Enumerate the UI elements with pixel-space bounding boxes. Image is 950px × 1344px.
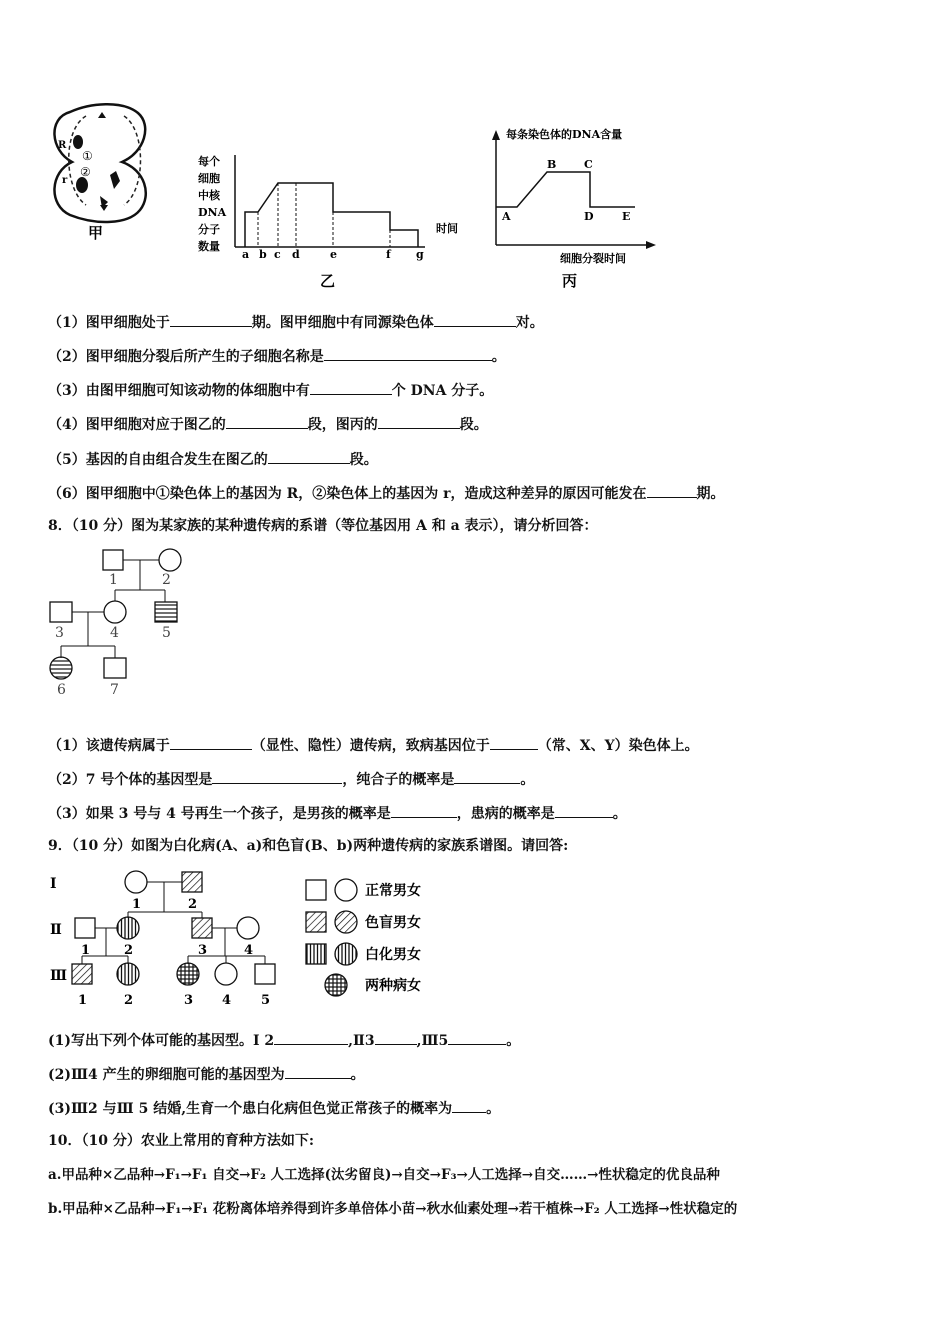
bing-point-B: B bbox=[547, 158, 557, 171]
bing-point-E: E bbox=[622, 210, 631, 223]
q9-sub2-blank1[interactable] bbox=[285, 1064, 351, 1079]
q9-header: 9．（10 分）如图为白化病(A、a)和色盲(B、b)两种遗传病的家族系谱图。请回答: bbox=[48, 838, 569, 854]
ped-num-2: 2 bbox=[162, 572, 171, 588]
q7-sub5: （5）基因的自由组合发生在图乙的 段。 bbox=[48, 449, 378, 469]
figure-bing bbox=[492, 127, 656, 290]
label-one: ① bbox=[82, 149, 93, 163]
q10-method-b: b.甲品种×乙品种→F₁→F₁ 花粉离体培养得到许多单倍体小苗→秋水仙素处理→若干植株→F₂ 人工选择→性状稳定的 bbox=[48, 1201, 738, 1217]
q9-num-I2: 2 bbox=[188, 897, 198, 912]
q9-num-III4: 4 bbox=[222, 993, 232, 1008]
q9-pedigree bbox=[40, 862, 500, 1012]
q9-num-III5: 5 bbox=[261, 993, 271, 1008]
label-R: R bbox=[58, 140, 67, 151]
label-r: r bbox=[62, 175, 68, 186]
q9-num-II2: 2 bbox=[124, 943, 134, 958]
ped-5-affected-male bbox=[155, 602, 177, 622]
yi-tick-a: a bbox=[242, 248, 250, 261]
yi-ylabel-3: 中核 bbox=[198, 189, 220, 202]
q8-sub1: （1）该遗传病属于 （显性、隐性）遗传病，致病基因位于 （常、X、Y）染色体上。 bbox=[48, 735, 699, 755]
caption-bing: 丙 bbox=[562, 272, 578, 290]
q8-sub1-blank1[interactable] bbox=[170, 735, 252, 750]
q9-sub3: (3)Ⅲ2 与Ⅲ 5 结婚,生育一个患白化病但色觉正常孩子的概率为 。 bbox=[48, 1098, 500, 1118]
ped-num-6: 6 bbox=[57, 682, 66, 698]
yi-ylabel-4: DNA bbox=[198, 206, 227, 219]
q9-sub1: (1)写出下列个体可能的基因型。Ⅰ 2 ,Ⅱ3 ,Ⅲ5 。 bbox=[48, 1030, 520, 1050]
legend-colorblind: 色盲男女 bbox=[365, 915, 421, 931]
q9-II2-albino-female bbox=[117, 917, 139, 939]
ped-3-male bbox=[50, 602, 72, 622]
gen-II: Ⅱ bbox=[50, 922, 62, 938]
q9-I2-colorblind-male bbox=[182, 872, 202, 892]
q7-sub4-blank2[interactable] bbox=[378, 414, 460, 429]
bing-point-D: D bbox=[584, 210, 594, 223]
q7-sub1-blank2[interactable] bbox=[434, 312, 516, 327]
q10-header: 10．（10 分）农业上常用的育种方法如下: bbox=[48, 1133, 315, 1149]
bing-point-A: A bbox=[502, 210, 511, 223]
yi-tick-f: f bbox=[386, 248, 391, 261]
q7-sub4-blank1[interactable] bbox=[226, 414, 308, 429]
q7-sub2: （2）图甲细胞分裂后所产生的子细胞名称是 。 bbox=[48, 346, 506, 366]
q7-sub2-blank1[interactable] bbox=[324, 346, 492, 361]
q9-III1-colorblind-male bbox=[72, 964, 92, 984]
bing-xlabel: 细胞分裂时间 bbox=[560, 252, 626, 265]
q10-method-a: a.甲品种×乙品种→F₁→F₁ 自交→F₂ 人工选择(汰劣留良)→自交→F₃→人工选择→自交……→性状稳定的优良品种 bbox=[48, 1167, 720, 1183]
legend-both: 两种病女 bbox=[365, 978, 421, 994]
bing-curve bbox=[496, 172, 635, 207]
yi-tick-g: g bbox=[416, 248, 424, 261]
yi-tick-d: d bbox=[292, 248, 300, 261]
yi-tick-b: b bbox=[259, 248, 267, 261]
q7-sub6-blank1[interactable] bbox=[647, 483, 697, 498]
ped-num-1: 1 bbox=[109, 572, 118, 588]
q7-sub3-blank1[interactable] bbox=[310, 380, 392, 395]
q8-header: 8．（10 分）图为某家族的某种遗传病的系谱（等位基因用 A 和 a 表示），请分析回答： bbox=[48, 518, 598, 534]
q9-num-II3: 3 bbox=[198, 943, 208, 958]
q9-III5-male bbox=[255, 964, 275, 984]
q9-I1-female bbox=[125, 871, 147, 893]
legend-normal: 正常男女 bbox=[365, 883, 421, 899]
q9-sub1-blank3[interactable] bbox=[448, 1030, 506, 1045]
q9-III3-both-female bbox=[177, 963, 199, 985]
ped-2-female bbox=[159, 549, 181, 571]
yi-ylabel-2: 细胞 bbox=[198, 172, 220, 185]
gen-I: Ⅰ bbox=[50, 876, 57, 892]
yi-xlabel: 时间 bbox=[436, 222, 458, 235]
q7-sub1-blank1[interactable] bbox=[170, 312, 252, 327]
ped-6-affected-female bbox=[50, 657, 72, 679]
caption-jia: 甲 bbox=[88, 224, 104, 242]
yi-ylabel-5: 分子 bbox=[198, 223, 220, 236]
q8-sub3: （3）如果 3 号与 4 号再生一个孩子，是男孩的概率是 ，患病的概率是 。 bbox=[48, 803, 627, 823]
q9-num-I1: 1 bbox=[132, 897, 142, 912]
q8-sub3-blank1[interactable] bbox=[391, 803, 457, 818]
bing-point-C: C bbox=[584, 158, 593, 171]
q9-sub1-blank1[interactable] bbox=[274, 1030, 348, 1045]
figure-jia bbox=[54, 104, 145, 242]
yi-tick-e: e bbox=[330, 248, 337, 261]
legend-albino: 白化男女 bbox=[365, 947, 421, 963]
label-two: ② bbox=[80, 165, 91, 179]
caption-yi: 乙 bbox=[320, 272, 336, 290]
yi-ylabel-1: 每个 bbox=[198, 155, 220, 168]
q9-III4-female bbox=[215, 963, 237, 985]
ped-num-3: 3 bbox=[55, 625, 64, 641]
q7-sub1: （1）图甲细胞处于 期。图甲细胞中有同源染色体 对。 bbox=[48, 312, 544, 332]
q9-II4-female bbox=[237, 917, 259, 939]
q8-pedigree bbox=[40, 540, 260, 700]
q7-sub4: （4）图甲细胞对应于图乙的 段，图丙的 段。 bbox=[48, 414, 488, 434]
q9-II1-male bbox=[75, 918, 95, 938]
q9-sub2: (2)Ⅲ4 产生的卵细胞可能的基因型为 。 bbox=[48, 1064, 365, 1084]
q8-sub1-blank2[interactable] bbox=[490, 735, 538, 750]
ped-4-female bbox=[104, 601, 126, 623]
yi-dna-curve bbox=[245, 183, 418, 247]
q8-sub3-blank2[interactable] bbox=[555, 803, 613, 818]
yi-tick-c: c bbox=[274, 248, 281, 261]
q9-num-II1: 1 bbox=[81, 943, 91, 958]
bing-ylabel: 每条染色体的DNA含量 bbox=[506, 128, 623, 141]
q9-num-III1: 1 bbox=[78, 993, 88, 1008]
figure-yi bbox=[198, 154, 458, 290]
q9-legend bbox=[306, 879, 421, 996]
q8-sub2: （2）7 号个体的基因型是 ，纯合子的概率是 。 bbox=[48, 769, 534, 789]
q8-sub2-blank1[interactable] bbox=[212, 769, 342, 784]
q9-num-III3: 3 bbox=[184, 993, 194, 1008]
q9-II3-colorblind-male bbox=[192, 918, 212, 938]
ped-num-7: 7 bbox=[110, 682, 119, 698]
yi-ylabel-6: 数量 bbox=[198, 240, 220, 253]
q8-sub2-blank2[interactable] bbox=[454, 769, 520, 784]
ped-num-5: 5 bbox=[162, 625, 171, 641]
q9-sub3-blank1[interactable] bbox=[452, 1098, 486, 1113]
q7-sub5-blank1[interactable] bbox=[268, 449, 350, 464]
q7-sub3: （3）由图甲细胞可知该动物的体细胞中有 个 DNA 分子。 bbox=[48, 380, 493, 400]
q7-sub6: （6）图甲细胞中①染色体上的基因为 R，②染色体上的基因为 r，造成这种差异的原因可能发在 期。 bbox=[48, 483, 725, 503]
cell-division-figures bbox=[0, 0, 950, 300]
gen-III: Ⅲ bbox=[50, 968, 68, 984]
q9-num-III2: 2 bbox=[124, 993, 134, 1008]
q9-sub1-blank2[interactable] bbox=[375, 1030, 417, 1045]
ped-1-male bbox=[103, 550, 123, 570]
ped-7-male bbox=[104, 658, 126, 678]
ped-num-4: 4 bbox=[110, 625, 119, 641]
q9-III2-albino-female bbox=[117, 963, 139, 985]
q9-num-II4: 4 bbox=[244, 943, 254, 958]
